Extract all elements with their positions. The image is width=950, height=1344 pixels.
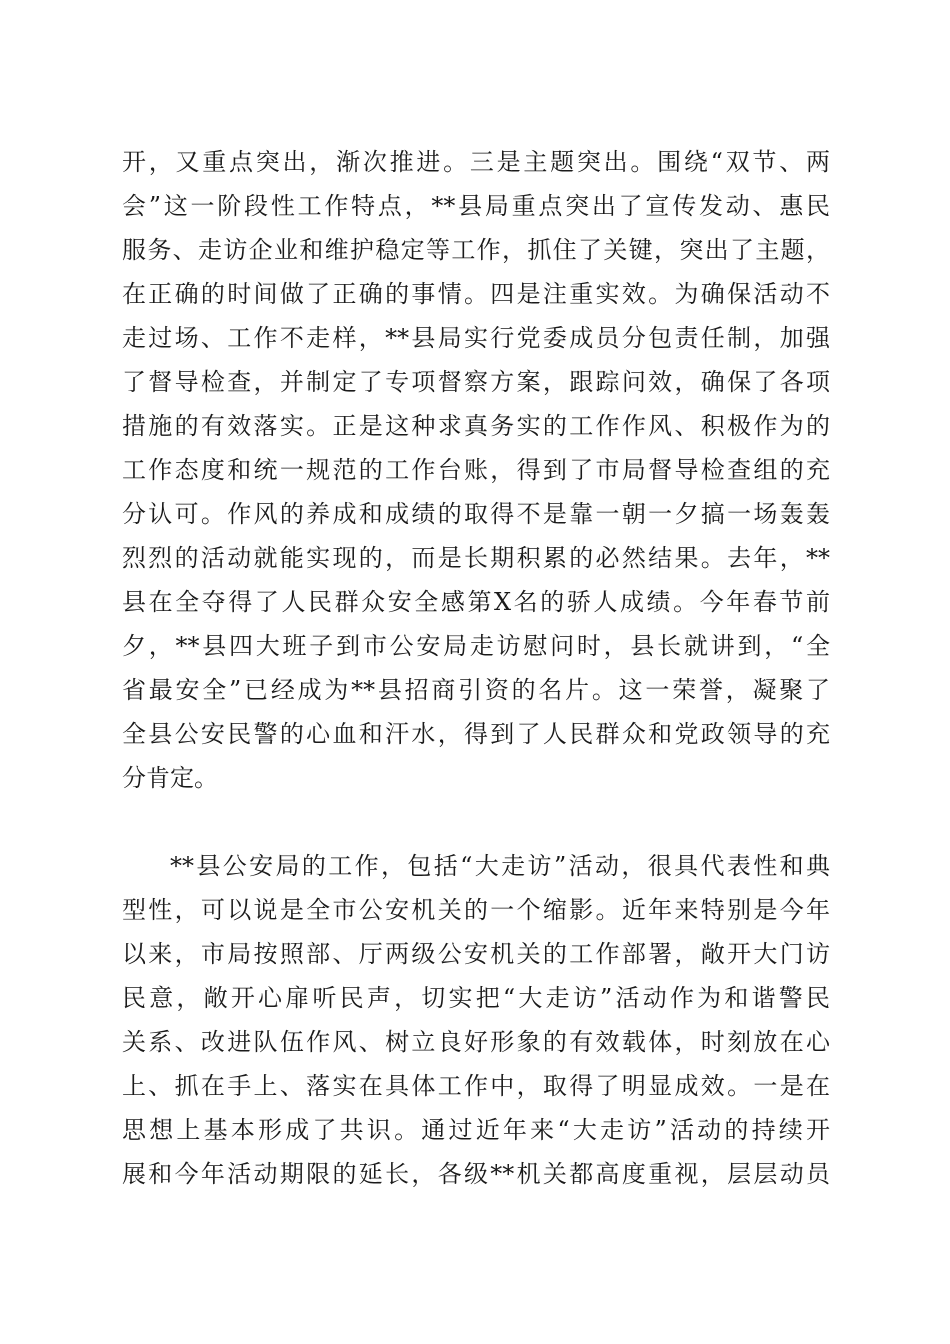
text-line: 措施的有效落实。正是这种求真务实的工作作风、积极作为的: [122, 412, 830, 440]
text-line: 夕，**县四大班子到市公安局走访慰问时，县长就讲到，“全: [122, 632, 830, 660]
text-line: 全县公安民警的心血和汗水，得到了人民群众和党政领导的充: [122, 720, 830, 748]
text-line: 了督导检查，并制定了专项督察方案，跟踪问效，确保了各项: [122, 368, 830, 396]
text-line: 以来，市局按照部、厅两级公安机关的工作部署，敞开大门访: [122, 940, 830, 968]
text-line: 服务、走访企业和维护稳定等工作，抓住了关键，突出了主题，: [122, 236, 830, 264]
text-line: 会”这一阶段性工作特点，**县局重点突出了宣传发动、惠民: [122, 192, 830, 220]
text-line: **县公安局的工作，包括“大走访”活动，很具代表性和典: [170, 852, 830, 880]
text-line: 工作态度和统一规范的工作台账，得到了市局督导检查组的充: [122, 456, 830, 484]
text-line: 县在全夺得了人民群众安全感第X名的骄人成绩。今年春节前: [122, 588, 830, 616]
text-line: 展和今年活动期限的延长，各级**机关都高度重视，层层动员: [122, 1160, 830, 1188]
text-line: 在正确的时间做了正确的事情。四是注重实效。为确保活动不: [122, 280, 830, 308]
text-line: 上、抓在手上、落实在具体工作中，取得了明显成效。一是在: [122, 1072, 830, 1100]
text-line: 思想上基本形成了共识。通过近年来“大走访”活动的持续开: [122, 1116, 830, 1144]
text-line: 型性，可以说是全市公安机关的一个缩影。近年来特别是今年: [122, 896, 830, 924]
text-line: 分肯定。: [122, 764, 218, 792]
text-line: 省最安全”已经成为**县招商引资的名片。这一荣誉，凝聚了: [122, 676, 830, 704]
text-line: 关系、改进队伍作风、树立良好形象的有效载体，时刻放在心: [122, 1028, 830, 1056]
text-line: 烈烈的活动就能实现的，而是长期积累的必然结果。去年，**: [122, 544, 830, 572]
text-line: 走过场、工作不走样，**县局实行党委成员分包责任制，加强: [122, 324, 830, 352]
text-line: 开，又重点突出，渐次推进。三是主题突出。围绕“双节、两: [122, 148, 830, 176]
text-line: 民意，敞开心扉听民声，切实把“大走访”活动作为和谐警民: [122, 984, 830, 1012]
text-line: 分认可。作风的养成和成绩的取得不是靠一朝一夕搞一场轰轰: [122, 500, 830, 528]
